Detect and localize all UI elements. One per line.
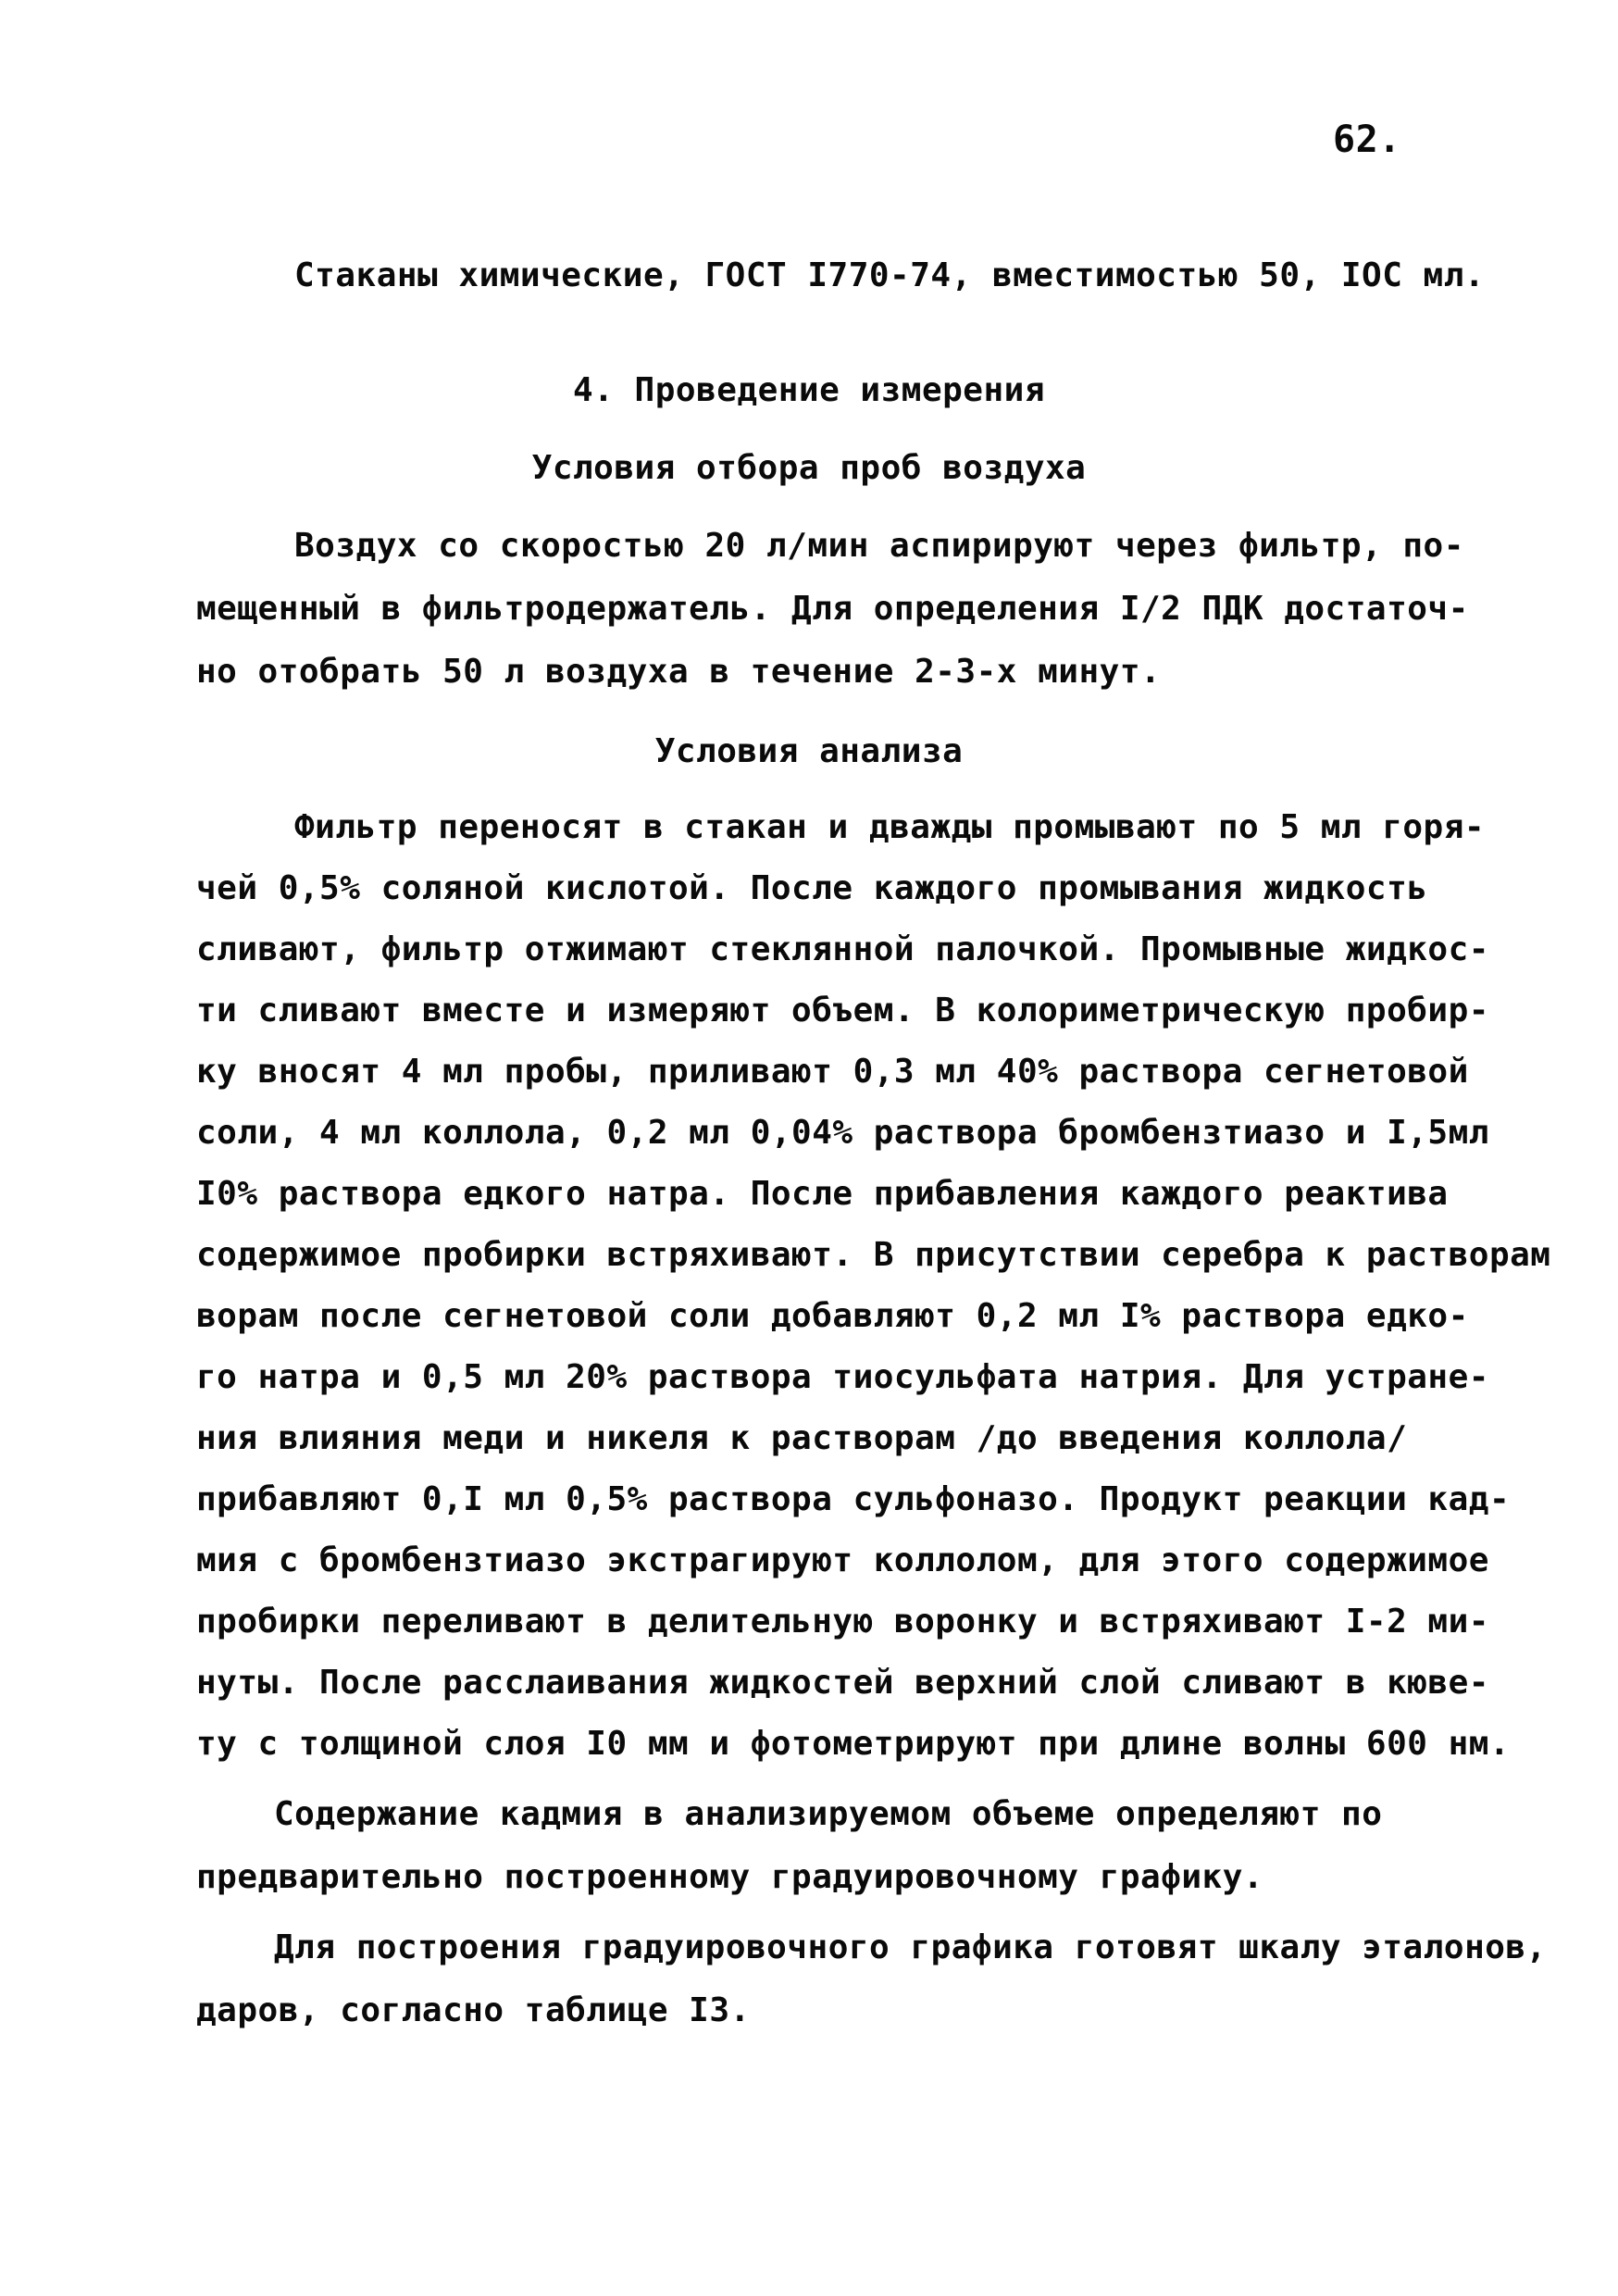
analysis-line: сливают, фильтр отжимают стеклянной палочкой. Промывные жидкос- — [196, 930, 1489, 968]
calibration-line: Для построения градуировочного графика готовят шкалу эталонов, — [274, 1928, 1547, 1966]
sampling-line: Воздух со скоростью 20 л/мин аспирируют через фильтр, по- — [294, 527, 1464, 565]
content-line: Содержание кадмия в анализируемом объеме определяют по — [274, 1795, 1383, 1833]
analysis-line: ворам после сегнетовой соли добавляют 0,2 мл I% раствора едко- — [196, 1297, 1469, 1335]
analysis-line: ти сливают вместе и измеряют объем. В колориметрическую пробир- — [196, 992, 1489, 1029]
analysis-line: I0% раствора едкого натра. После прибавления каждого реактива — [196, 1175, 1449, 1213]
analysis-line: мия с бромбензтиазо экстрагируют коллолом, для этого содержимое — [196, 1541, 1489, 1579]
page-number: 62. — [1333, 119, 1401, 161]
sampling-line: мещенный в фильтродержатель. Для определения I/2 ПДК достаточ- — [196, 590, 1469, 628]
analysis-line: Фильтр переносят в стакан и дважды промывают по 5 мл горя- — [294, 808, 1486, 846]
analysis-line: ку вносят 4 мл пробы, приливают 0,3 мл 40% раствора сегнетовой — [196, 1053, 1469, 1091]
analysis-line: го натра и 0,5 мл 20% раствора тиосульфата натрия. Для устране- — [196, 1358, 1489, 1396]
subheading-analysis: Условия анализа — [654, 732, 964, 770]
equipment-line: Стаканы химические, ГОСТ I770-74, вместимостью 50, IOC мл. — [294, 256, 1486, 294]
sampling-line: но отобрать 50 л воздуха в течение 2-3-х минут. — [196, 653, 1162, 691]
analysis-line: пробирки переливают в делительную воронку и встряхивают I-2 ми- — [196, 1603, 1489, 1641]
calibration-line: даров, согласно таблице I3. — [196, 1991, 751, 2029]
analysis-line: прибавляют 0,I мл 0,5% раствора сульфоназо. Продукт реакции кад- — [196, 1480, 1511, 1518]
analysis-line: чей 0,5% соляной кислотой. После каждого промывания жидкость — [196, 869, 1428, 907]
analysis-line: соли, 4 мл коллола, 0,2 мл 0,04% раствора бромбензтиазо и I,5мл — [196, 1114, 1489, 1152]
analysis-line: ния влияния меди и никеля к растворам /до введения коллола/ — [196, 1419, 1408, 1457]
content-line: предварительно построенному градуировочному графику. — [196, 1858, 1264, 1896]
section-heading: 4. Проведение измерения — [573, 371, 1045, 409]
analysis-line: ту с толщиной слоя I0 мм и фотометрируют при длине волны 600 нм. — [196, 1725, 1511, 1763]
subheading-sampling: Условия отбора проб воздуха — [531, 449, 1087, 487]
analysis-line: содержимое пробирки встряхивают. В присутствии серебра к растворам — [196, 1236, 1551, 1274]
analysis-line: нуты. После расслаивания жидкостей верхний слой сливают в кюве- — [196, 1664, 1489, 1702]
